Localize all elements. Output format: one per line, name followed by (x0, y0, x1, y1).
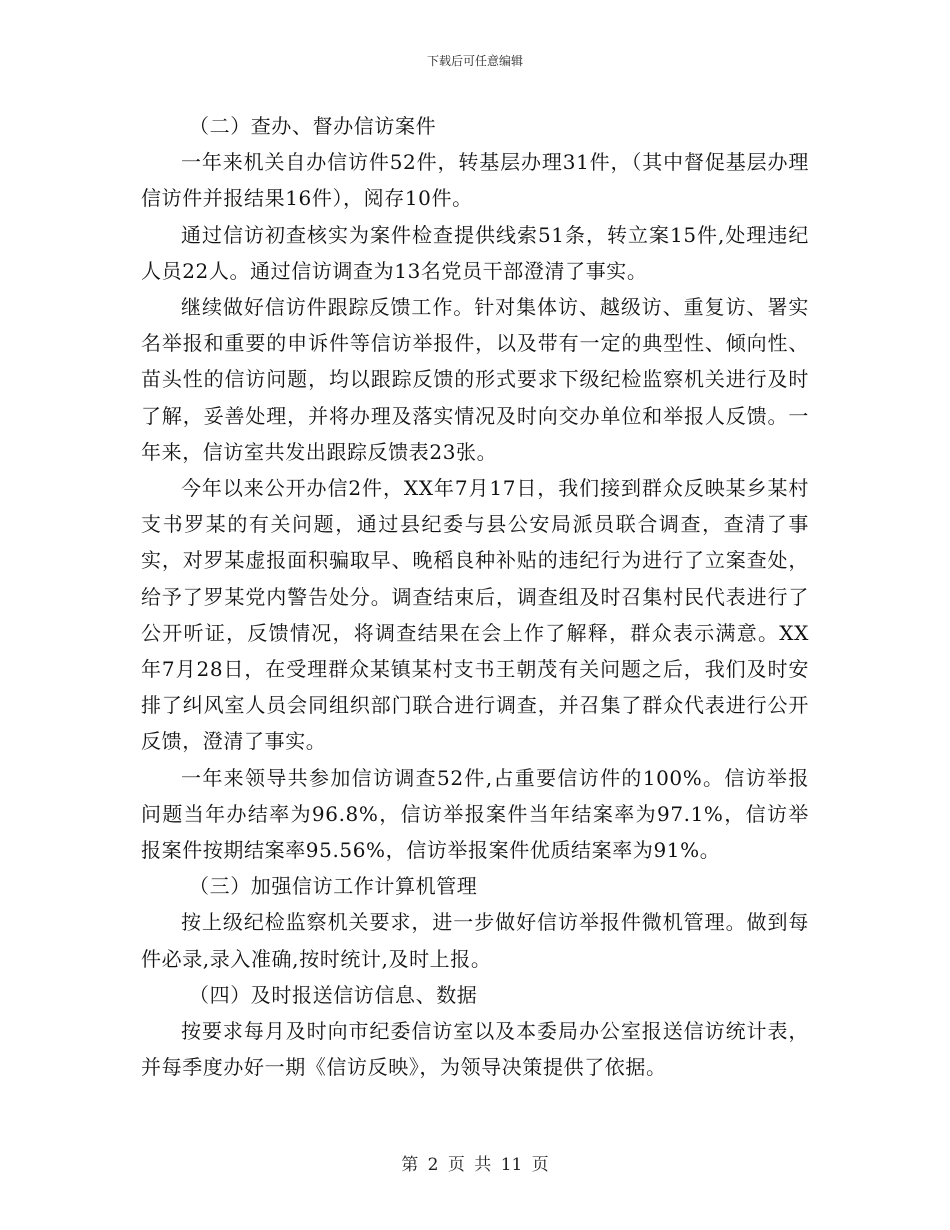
paragraph-reporting: 按要求每月及时向市纪委信访室以及本委局办公室报送信访统计表，并每季度办好一期《信访反映》，为领导决策提供了依据。 (141, 1019, 809, 1080)
paragraph-leadership-stats: 一年来领导共参加信访调查52件,占重要信访件的100%。信访举报问题当年办结率为96.8%，信访举报案件当年结案率为97.1%，信访举报案件按期结案率95.56%，信访举报案件优质结案率为91%。 (141, 765, 809, 863)
section-heading-3: （三）加强信访工作计算机管理 (189, 874, 478, 899)
paragraph-public-handling: 今年以来公开办信2件，XX年7月17日，我们接到群众反映某乡某村支书罗某的有关问题，通过县纪委与县公安局派员联合调查，查清了事实，对罗某虚报面积骗取早、晚稻良种补贴的违纪行为进行了立案查处，给予了罗某党内警告处分。调查结束后，调查组及时召集村民代表进行了公开听证，反馈情况，将调查结果在会上作了解释，群众表示满意。XX年7月28日，在受理群众某镇某村支书王朝茂有关问题之后，我们及时安排了纠风室人员会同组织部门联合进行调查，并召集了群众代表进行公开反馈，澄清了事实。 (141, 476, 809, 754)
paragraph-case-clues: 通过信访初查核实为案件检查提供线索51条，转立案15件,处理违纪人员22人。通过信访调查为13名党员干部澄清了事实。 (141, 222, 809, 283)
section-heading-2: （二）查办、督办信访案件 (189, 114, 437, 138)
section-heading-4: （四）及时报送信访信息、数据 (189, 982, 478, 1007)
page-header: 下载后可任意编辑 (426, 54, 523, 68)
document-body (141, 108, 809, 1085)
paragraph-tracking-feedback: 继续做好信访件跟踪反馈工作。针对集体访、越级访、重复访、署实名举报和重要的申诉件等信访举报件，以及带有一定的典型性、倾向性、苗头性的信访问题，均以跟踪反馈的形式要求下级纪检监察机关进行及时了解，妥善处理，并将办理及落实情况及时向交办单位和举报人反馈。一年来，信访室共发出跟踪反馈表23张。 (141, 295, 809, 464)
paragraph-self-handled-cases: 一年来机关自办信访件52件，转基层办理31件，（其中督促基层办理信访件并报结果16件），阅存10件。 (141, 150, 809, 211)
paragraph-computer-management: 按上级纪检监察机关要求，进一步做好信访举报件微机管理。做到每件必录,录入准确,按时统计,及时上报。 (141, 910, 809, 971)
page-footer: 第 2 页 共 11 页 (401, 1155, 549, 1175)
